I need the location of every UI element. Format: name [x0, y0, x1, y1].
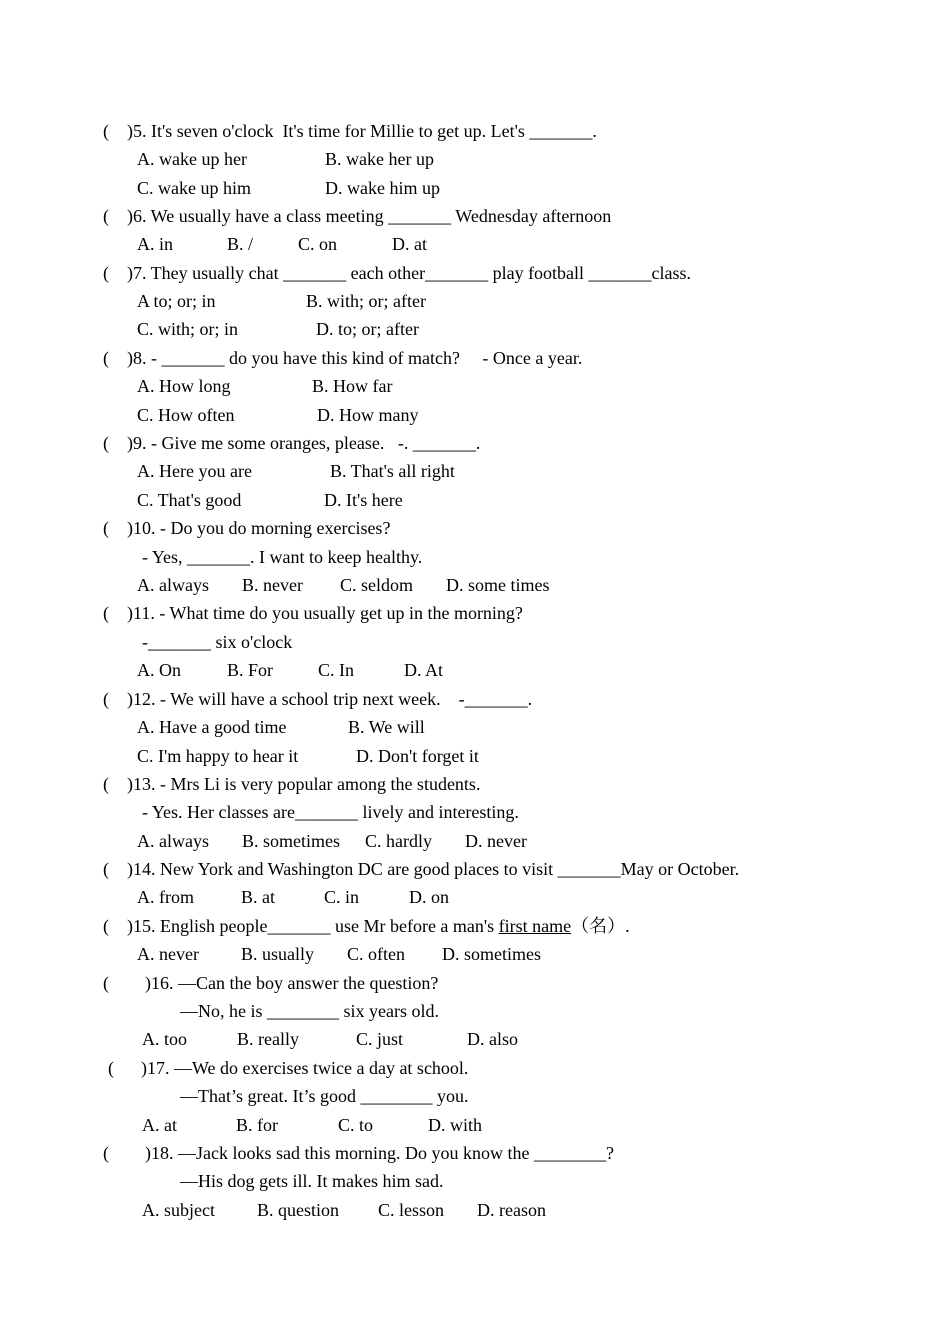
option-c: C. often	[347, 944, 405, 964]
question-14-stem: ( )14. New York and Washington DC are good places to visit _______May or October.	[103, 859, 740, 879]
question-16-stem: ( )16. —Can the boy answer the question?	[103, 973, 439, 993]
option-a: A. wake up her	[137, 149, 247, 169]
option-b: B. We will	[348, 717, 425, 737]
option-b: B. That's all right	[330, 461, 455, 481]
option-b: B. really	[237, 1029, 299, 1049]
option-c: C. How often	[137, 405, 235, 425]
option-c: C. on	[298, 234, 338, 254]
option-b: B. sometimes	[242, 831, 340, 851]
question-16-reply: —No, he is ________ six years old.	[180, 1001, 439, 1021]
option-c: C. I'm happy to hear it	[137, 746, 299, 766]
option-a: A. never	[137, 944, 199, 964]
option-b: B. never	[242, 575, 303, 595]
option-b: B. /	[227, 234, 254, 254]
option-d: D. At	[404, 660, 444, 680]
option-a: A. On	[137, 660, 181, 680]
question-7-stem: ( )7. They usually chat _______ each other_______ play football _______class.	[103, 263, 692, 283]
question-18-stem: ( )18. —Jack looks sad this morning. Do you know the ________?	[103, 1143, 614, 1163]
option-c: C. wake up him	[137, 178, 251, 198]
option-c: C. to	[338, 1115, 374, 1135]
question-10-reply: - Yes, _______. I want to keep healthy.	[142, 547, 423, 567]
option-a: A. always	[137, 575, 209, 595]
option-d: D. with	[428, 1115, 482, 1135]
question-13-stem: ( )13. - Mrs Li is very popular among the students.	[103, 774, 481, 794]
option-a: A. too	[142, 1029, 187, 1049]
question-12-stem: ( )12. - We will have a school trip next week. -_______.	[103, 689, 533, 709]
question-6-stem: ( )6. We usually have a class meeting _______ Wednesday afternoon	[103, 206, 612, 226]
option-a: A. always	[137, 831, 209, 851]
option-d: D. It's here	[324, 490, 403, 510]
option-d: D. wake him up	[325, 178, 440, 198]
question-15-gloss: （名）.	[571, 916, 630, 936]
question-13-reply: - Yes. Her classes are_______ lively and interesting.	[142, 802, 519, 822]
option-d: D. at	[392, 234, 427, 254]
option-d: D. reason	[477, 1200, 546, 1220]
option-d: D. some times	[446, 575, 550, 595]
option-c: C. with; or; in	[137, 319, 239, 339]
question-11-stem: ( )11. - What time do you usually get up in the morning?	[103, 603, 523, 623]
option-d: D. also	[467, 1029, 518, 1049]
option-d: D. How many	[317, 405, 419, 425]
question-5-stem: ( )5. It's seven o'clock It's time for Millie to get up. Let's _______.	[103, 121, 597, 141]
option-b: B. at	[241, 887, 275, 907]
option-b: B. question	[257, 1200, 340, 1220]
option-c: C. hardly	[365, 831, 432, 851]
option-a: A. at	[142, 1115, 177, 1135]
option-d: D. never	[465, 831, 527, 851]
option-d: D. on	[409, 887, 449, 907]
option-a: A. in	[137, 234, 173, 254]
question-10-stem: ( )10. - Do you do morning exercises?	[103, 518, 391, 538]
option-b: B. wake her up	[325, 149, 434, 169]
question-18-reply: —His dog gets ill. It makes him sad.	[180, 1171, 444, 1191]
question-17-reply: —That’s great. It’s good ________ you.	[180, 1086, 469, 1106]
question-11-reply: -_______ six o'clock	[142, 632, 293, 652]
option-a: A. Here you are	[137, 461, 252, 481]
option-a: A. Have a good time	[137, 717, 287, 737]
option-b: B. usually	[241, 944, 315, 964]
option-b: B. How far	[312, 376, 393, 396]
option-c: C. That's good	[137, 490, 242, 510]
option-c: C. just	[356, 1029, 404, 1049]
underlined-term: first name	[498, 916, 572, 936]
option-b: B. For	[227, 660, 274, 680]
question-9-stem: ( )9. - Give me some oranges, please. -. _______.	[103, 433, 481, 453]
option-d: D. to; or; after	[316, 319, 419, 339]
option-b: B. for	[236, 1115, 278, 1135]
option-c: C. In	[318, 660, 354, 680]
option-c: C. lesson	[378, 1200, 445, 1220]
option-d: D. sometimes	[442, 944, 541, 964]
question-15-stem-text: ( )15. English people_______ use Mr before a man's	[103, 916, 499, 936]
option-b: B. with; or; after	[306, 291, 426, 311]
option-c: C. in	[324, 887, 360, 907]
option-c: C. seldom	[340, 575, 414, 595]
question-17-stem: ( )17. —We do exercises twice a day at school.	[108, 1058, 469, 1078]
question-8-stem: ( )8. - _______ do you have this kind of match? - Once a year.	[103, 348, 583, 368]
option-d: D. Don't forget it	[356, 746, 479, 766]
option-a: A. from	[137, 887, 194, 907]
option-a: A. How long	[137, 376, 231, 396]
option-a: A. subject	[142, 1200, 215, 1220]
question-15-stem	[103, 915, 630, 937]
option-a: A to; or; in	[137, 291, 216, 311]
